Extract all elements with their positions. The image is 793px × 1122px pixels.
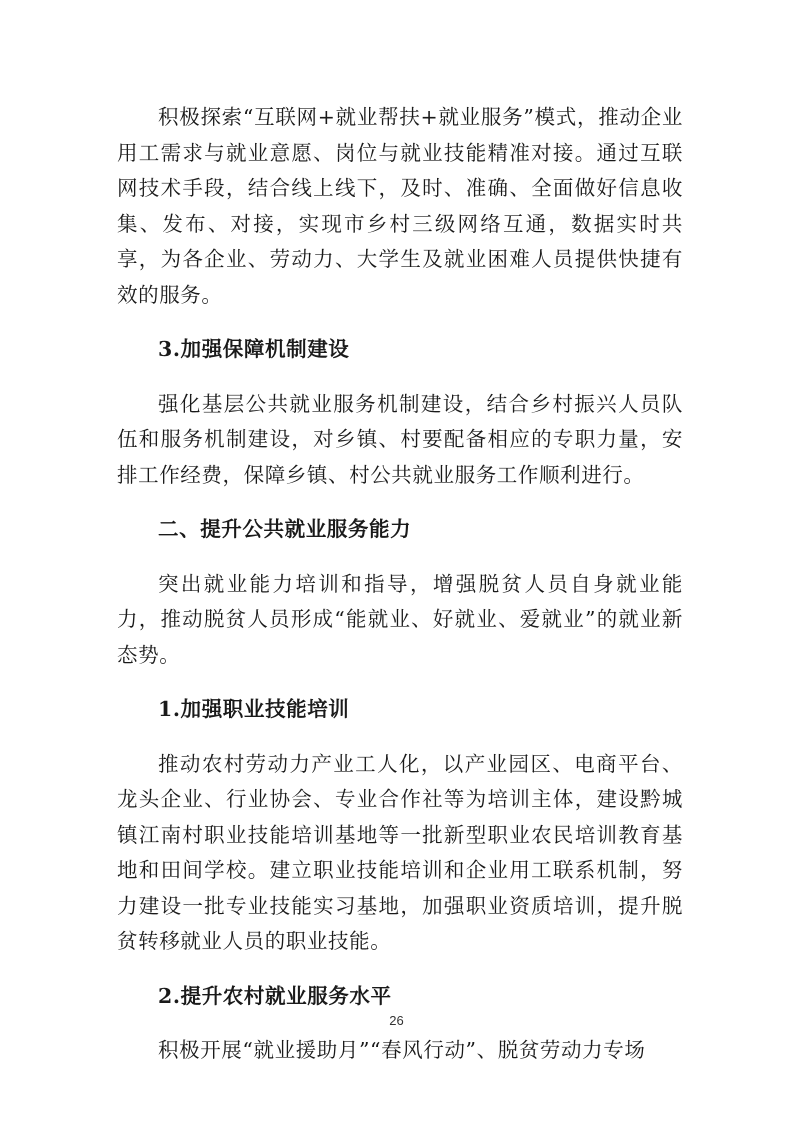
heading-service-capability: 二、提升公共就业服务能力 [158,517,412,541]
paragraph-internet-employment: 积极探索“互联网+就业帮扶+就业服务”模式，推动企业用工需求与就业意愿、岗位与就业技能精准对接。通过互联网技术手段，结合线上线下，及时、准确、全面做好信息收集、发布、对接，实现市乡村三级网络互通，数据实时共享，为各企业、劳动力、大学生及就业困难人员提供快捷有效的服务。 [117,105,683,307]
paragraph-assistance-month: 积极开展“就业援助月”“春风行动”、脱贫劳动力专场 [158,1038,646,1062]
heading-guarantee-mechanism: 3.加强保障机制建设 [158,337,350,361]
paragraph-vocational-training: 推动农村劳动力产业工人化，以产业园区、电商平台、龙头企业、行业协会、专业合作社等为培训主体，建设黔城镇江南村职业技能培训基地等一批新型职业农民培训教育基地和田间学校。建立职业技能培训和企业用工联系机制，努力建设一批专业技能实习基地，加强职业资质培训，提升脱贫转移就业人员的职业技能。 [117,751,683,953]
document-body [117,100,683,1088]
heading-vocational-training: 1.加强职业技能培训 [158,697,350,721]
paragraph-grassroots-service: 强化基层公共就业服务机制建设，结合乡村振兴人员队伍和服务机制建设，对乡镇、村要配备相应的专职力量，安排工作经费，保障乡镇、村公共就业服务工作顺利进行。 [117,391,683,487]
paragraph-employment-ability: 突出就业能力培训和指导，增强脱贫人员自身就业能力，推动脱贫人员形成“能就业、好就业、爱就业”的就业新态势。 [117,571,683,667]
page-number: 26 [389,1013,404,1028]
heading-rural-service-level: 2.提升农村就业服务水平 [158,983,392,1008]
